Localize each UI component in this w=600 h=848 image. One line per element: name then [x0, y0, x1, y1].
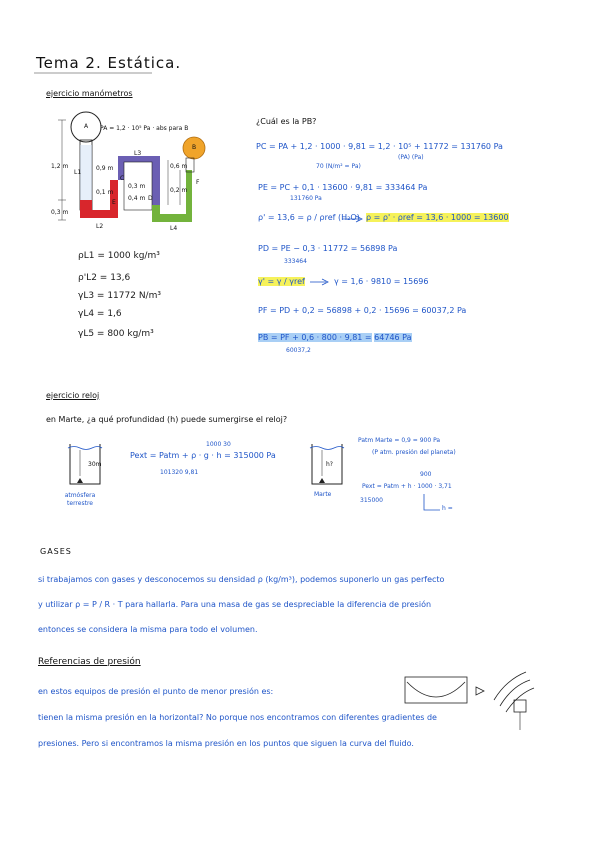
section-clock-heading: ejercicio reloj: [46, 391, 100, 400]
point-d: D: [148, 195, 153, 202]
label-l3: L3: [134, 150, 142, 157]
caption-earth: atmósfera terrestre: [64, 492, 96, 507]
label-l1: L1: [74, 169, 82, 176]
prop-gamma-l4: γL4 = 1,6: [78, 309, 122, 319]
eq-pext-earth-top: 1000 30: [206, 441, 231, 448]
eq-pe: PE = PC + 0,1 · 13600 · 9,81 = 333464 Pa: [258, 183, 428, 192]
dim-0-2m: 0,2 m: [170, 187, 188, 194]
prop-gamma-l5: γL5 = 800 kg/m³: [78, 329, 154, 339]
depth-h: h?: [326, 461, 333, 468]
question-pb: ¿Cuál es la PB?: [256, 117, 317, 126]
eq-pext-mars-sub: 315000: [360, 497, 383, 504]
point-f: F: [196, 179, 200, 186]
eq-pb-sub: 60037,2: [286, 347, 311, 354]
section-pressure-ref-heading: Referencias de presión: [38, 657, 141, 667]
prop-rho-l1: ρL1 = 1000 kg/m³: [78, 251, 160, 261]
dim-0-3m: 0,3 m: [51, 209, 69, 216]
pressure-line-1: en estos equipos de presión el punto de menor presión es:: [38, 687, 274, 696]
eq-pe-sub: 131760 Pa: [290, 195, 322, 202]
eq-pd: PD = PE − 0,3 · 11772 = 56898 Pa: [258, 244, 398, 253]
eq-pc: PC = PA + 1,2 · 1000 · 9,81 = 1,2 · 10⁵ + 11772 = 131760 Pa: [256, 142, 503, 151]
dim-1-2m: 1,2 m: [51, 163, 69, 170]
eq-rho-right-text: ρ = ρ' · ρref = 13,6 · 1000 = 13600: [366, 213, 509, 222]
eq-pext-earth: Pext = Patm + ρ · g · h = 315000 Pa: [130, 451, 276, 460]
dim-0-6m: 0,6 m: [170, 163, 188, 170]
gases-line-2: y utilizar ρ = P / R · T para hallarla. Para una masa de gas se despreciable la diferencia de presión: [38, 600, 432, 609]
point-e: E: [112, 199, 116, 206]
label-l2: L2: [96, 223, 104, 230]
label-pa: PA = 1,2 · 10⁵ Pa · abs para B: [100, 125, 189, 132]
section-gases-heading: GASES: [40, 547, 72, 556]
prop-gamma-l3: γL3 = 11772 N/m³: [78, 291, 161, 301]
eq-gamma-right: γ = 1,6 · 9810 = 15696: [334, 277, 429, 286]
eq-pb-result: 64746 Pa: [374, 333, 412, 342]
dim-0-9m: 0,9 m: [96, 165, 114, 172]
dim-0-3m-mid: 0,3 m: [128, 183, 146, 190]
eq-pc-sub: (PA) (Pa): [398, 154, 424, 161]
patm-mars: Patm Marte = 0,9 = 900 Pa: [358, 437, 441, 444]
label-l4: L4: [170, 225, 178, 232]
caption-mars: Marte: [314, 491, 332, 498]
depth-30m: 30m: [88, 461, 102, 468]
eq-pc-den: 70 (N/m² = Pa): [316, 163, 361, 170]
gases-line-3: entonces se considera la misma para todo el volumen.: [38, 625, 258, 634]
eq-pf: PF = PD + 0,2 = 56898 + 0,2 · 15696 = 60037,2 Pa: [258, 306, 467, 315]
eq-gamma-left-text: γ' = γ / γref: [258, 277, 305, 286]
pressure-line-2: tienen la misma presión en la horizontal? No porque nos encontramos con diferentes gradientes de: [38, 713, 437, 722]
h-result: h =: [442, 505, 453, 512]
page-title: Tema 2. Estática.: [36, 54, 182, 72]
label-b: B: [192, 144, 197, 151]
eq-pd-sub: 333464: [284, 258, 307, 265]
dim-0-1m: 0,1 m: [96, 189, 114, 196]
eq-pext-mars-top: 900: [420, 471, 432, 478]
gases-line-1: si trabajamos con gases y desconocemos su densidad ρ (kg/m³), podemos suponerlo un gas perfecto: [38, 575, 445, 584]
eq-pext-mars: Pext = Patm + h · 1000 · 3,71: [362, 483, 452, 490]
section-manometer-heading: ejercicio manómetros: [46, 89, 133, 98]
label-a: A: [84, 123, 89, 130]
prop-rho-l2: ρ'L2 = 13,6: [78, 273, 131, 283]
eq-pext-earth-sub: 101320 9,81: [160, 469, 199, 476]
eq-pb-text: PB = PF + 0,6 · 800 · 9,81 =: [258, 333, 372, 342]
patm-mars-note: (P atm. presión del planeta): [372, 449, 456, 456]
dim-0-4m: 0,4 m: [128, 195, 146, 202]
point-c: C: [120, 175, 125, 182]
eq-rho-left: ρ' = 13,6 = ρ / ρref (H₂O): [258, 213, 360, 222]
pressure-line-3: presiones. Pero si encontramos la misma presión en los puntos que siguen la curva del fluido.: [38, 739, 414, 748]
clock-question: en Marte, ¿a qué profundidad (h) puede sumergirse el reloj?: [46, 415, 288, 424]
